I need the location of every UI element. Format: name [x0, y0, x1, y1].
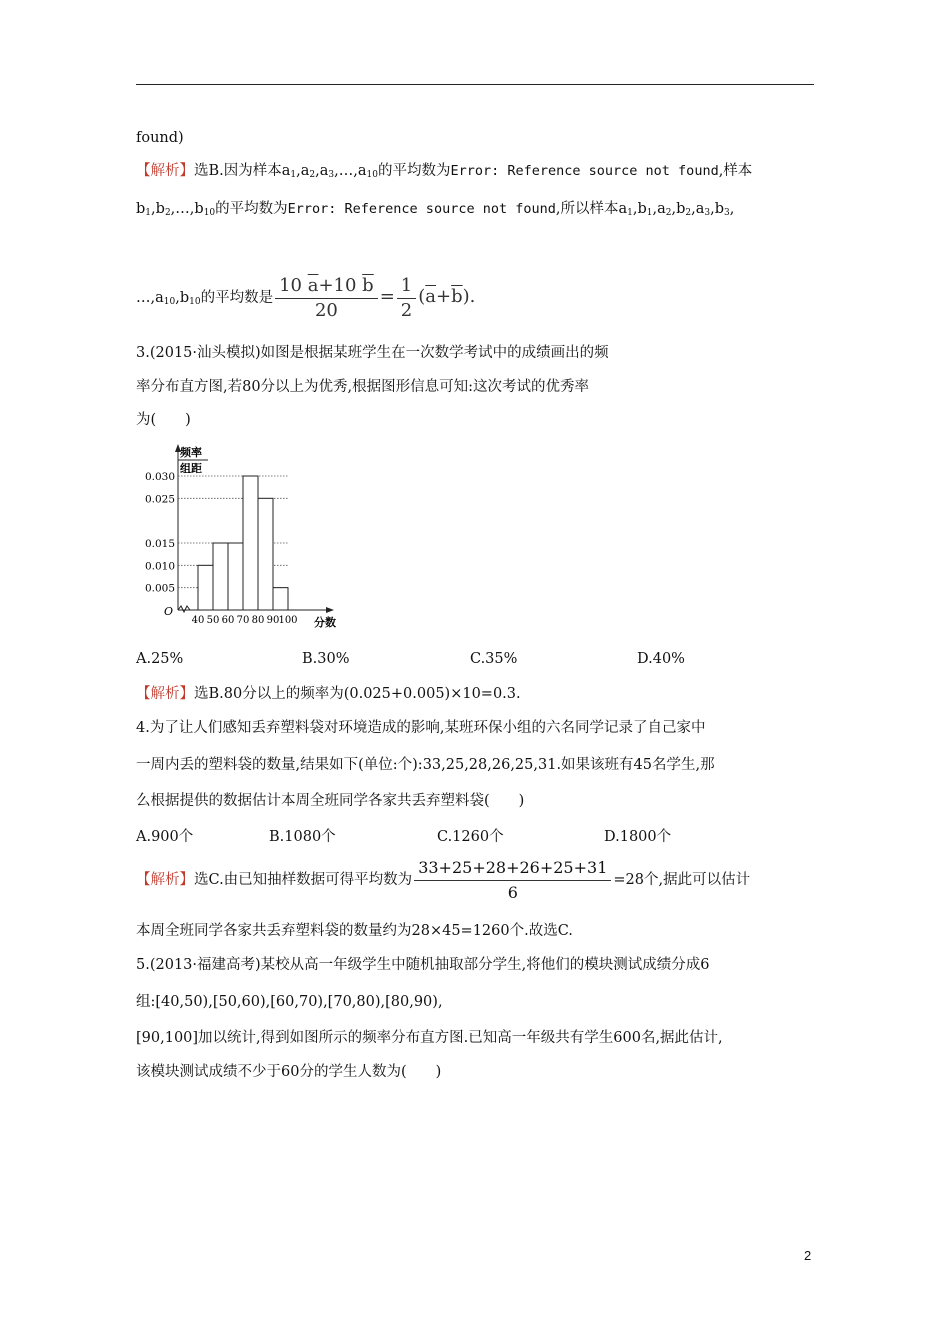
axis-break [178, 606, 190, 612]
option-d: D.1800个 [604, 829, 672, 845]
option-b: B.30% [302, 651, 350, 667]
histogram-bar-50-60 [213, 543, 228, 610]
histogram-bar-70-80 [243, 476, 258, 610]
y-tick-label: 0.025 [144, 493, 175, 506]
question-5-line2: 组:[40,50),[50,60),[60,70),[70,80),[80,90), [136, 994, 443, 1010]
histogram-bar-90-100 [273, 588, 288, 610]
half-fraction: $\frac{1}{2}$ [397, 274, 416, 323]
analysis-q2-line3: $\dots,a_{10},b_{10}$的平均数是 $\frac{10 \overline{a}+10 \overline{b}}{20}$ = $\frac{1}{2}$ $(\overline{a}+\overline{b})$. [136, 274, 476, 321]
average-fraction: $\frac{33+25+28+26+25+31}{6}$ [414, 856, 611, 905]
option-d: D.40% [637, 651, 685, 667]
option-a: A.900个 [136, 829, 194, 845]
histogram-bar-80-90 [258, 498, 273, 610]
analysis-q4-line2: 本周全班同学各家共丢弃塑料袋的数量约为28×45=1260个.故选C. [136, 923, 573, 939]
x-axis-label: 分数 [314, 616, 336, 629]
question-4-line3: 么根据提供的数据估计本周全班同学各家共丢弃塑料袋( ) [136, 793, 525, 809]
option-c: C.1260个 [437, 829, 504, 845]
analysis-q2-line1: 【解析】选B.因为样本$a_1,a_2,a_3,\dots,a_{10}$的平均数为Error: Reference source not found,样本 [136, 163, 753, 180]
analysis-tag: 【解析】 [136, 686, 194, 702]
question-5-line1: 5.(2013·福建高考)某校从高一年级学生中随机抽取部分学生,将他们的模块测试成绩分成6 [136, 957, 710, 973]
x-tick-label: 80 [251, 615, 265, 626]
analysis-q3: 【解析】选B.80分以上的频率为(0.025+0.005)×10=0.3. [136, 686, 521, 702]
analysis-tag: 【解析】 [136, 872, 194, 888]
y-tick-label: 0.005 [144, 582, 175, 595]
y-label-bottom: 组距 [180, 462, 202, 475]
header-rule [136, 84, 814, 85]
option-a: A.25% [136, 651, 184, 667]
question-5-line4: 该模块测试成绩不少于60分的学生人数为( ) [136, 1064, 442, 1080]
question-4-line1: 4.为了让人们感知丢弃塑料袋对环境造成的影响,某班环保小组的六名同学记录了自己家中 [136, 720, 706, 736]
x-tick-label: 50 [206, 615, 220, 626]
mean-fraction: $\frac{10 \overline{a}+10 \overline{b}}{20}$ [275, 274, 378, 323]
y-tick-label: 0.010 [144, 560, 175, 573]
question-3-line1: 3.(2015·汕头模拟)如图是根据某班学生在一次数学考试中的成绩画出的频 [136, 345, 609, 361]
y-label-top: 频率 [180, 446, 202, 459]
analysis-q2-line2: $b_1,b_2,\dots,b_{10}$的平均数为Error: Reference source not found,所以样本$a_1,b_1,a_2,b_2,a_3,b_3$, [136, 201, 735, 218]
analysis-q4-line1: 【解析】选C.由已知抽样数据可得平均数为 $\frac{33+25+28+26+25+31}{6}$ =28个,据此可以估计 [136, 854, 750, 906]
analysis-tag: 【解析】 [136, 163, 194, 179]
question-5-line3: [90,100]加以统计,得到如图所示的频率分布直方图.已知高一年级共有学生600名,据此估计, [136, 1030, 723, 1046]
question-3-line3: 为( ) [136, 412, 191, 428]
x-tick-label: 60 [221, 615, 235, 626]
page-number: 2 [804, 1248, 812, 1263]
histogram-bar-60-70 [228, 543, 243, 610]
x-tick-label: 100 [278, 615, 298, 626]
origin-label: O [164, 605, 174, 618]
option-c: C.35% [470, 651, 518, 667]
x-arrow [326, 607, 334, 613]
option-b: B.1080个 [269, 829, 336, 845]
x-tick-label: 40 [191, 615, 205, 626]
text-line: found) [136, 130, 184, 146]
histogram-chart [130, 440, 360, 640]
histogram-bar-40-50 [198, 565, 213, 610]
question-4-line2: 一周内丢的塑料袋的数量,结果如下(单位:个):33,25,28,26,25,31.如果该班有45名学生,那 [136, 757, 715, 773]
x-tick-label: 90 [266, 615, 280, 626]
y-tick-label: 0.015 [144, 538, 175, 550]
x-tick-label: 70 [236, 615, 250, 626]
y-tick-label: 0.030 [144, 471, 175, 483]
question-3-line2: 率分布直方图,若80分以上为优秀,根据图形信息可知:这次考试的优秀率 [136, 379, 590, 395]
